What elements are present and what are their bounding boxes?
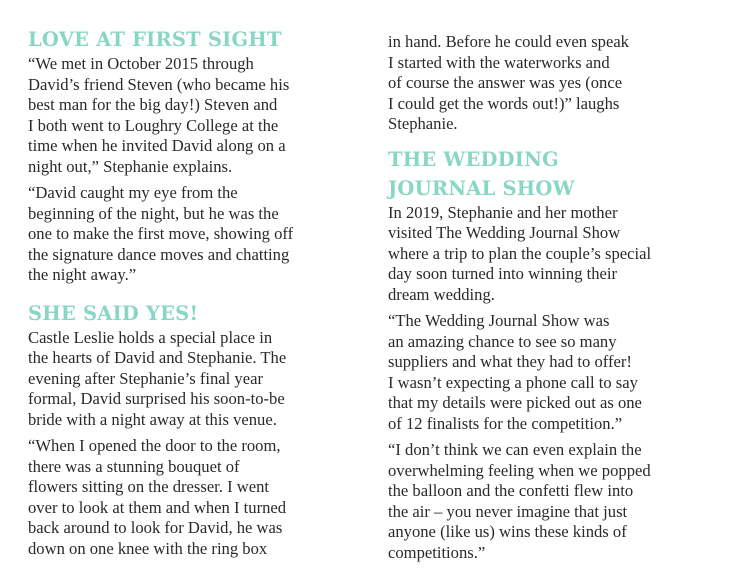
heading-line: JOURNAL SHOW <box>388 176 575 200</box>
text-line: time when he invited David along on a <box>28 136 286 155</box>
text-line: “The Wedding Journal Show was <box>388 311 610 330</box>
text-line: flowers sitting on the dresser. I went <box>28 477 270 496</box>
text-line: bride with a night away at this venue. <box>28 409 277 429</box>
heading-line: THE WEDDING <box>388 147 559 171</box>
heading-wedding-journal-show <box>388 145 728 203</box>
text-line: I both went to Loughry College at the <box>28 115 279 135</box>
paragraph-we-met <box>28 54 366 177</box>
text-line: suppliers and what they had to offer! <box>388 352 632 371</box>
text-line: the night away.” <box>28 265 137 284</box>
text-line: I could get the words out!)” laughs <box>388 93 620 113</box>
text-line: in hand. Before he could even speak <box>388 32 629 51</box>
heading-she-said-yes: SHE SAID YES! <box>28 301 199 325</box>
text-line: Stephanie. <box>388 114 458 133</box>
text-line: the signature dance moves and chatting <box>28 244 290 264</box>
text-line: best man for the big day!) Steven and <box>28 95 278 114</box>
text-line: of course the answer was yes (once <box>388 73 623 92</box>
text-line: “I don’t think we can even explain the <box>388 440 642 459</box>
text-line: that my details were picked out as one <box>388 393 642 412</box>
text-line: In 2019, Stephanie and her mother <box>388 202 618 222</box>
text-line: David’s friend Steven (who became his <box>28 74 290 94</box>
text-line: of 12 finalists for the competition.” <box>388 413 623 433</box>
text-line: the air – you never imagine that just <box>388 501 628 521</box>
text-line: the hearts of David and Stephanie. The <box>28 348 287 367</box>
text-line: an amazing chance to see so many <box>388 331 617 351</box>
text-line: one to make the first move, showing off <box>28 224 294 243</box>
heading-love-at-first-sight: LOVE AT FIRST SIGHT <box>28 28 282 51</box>
text-line: overwhelming feeling when we popped <box>388 460 651 480</box>
paragraph-amazing-chance <box>388 311 728 434</box>
left-column <box>28 25 366 559</box>
text-line: competitions.” <box>388 542 486 562</box>
text-line: I wasn’t expecting a phone call to say <box>388 372 638 392</box>
paragraph-in-2019 <box>388 203 728 306</box>
right-column <box>388 32 728 563</box>
text-line: I started with the waterworks and <box>388 52 610 72</box>
text-line: over to look at them and when I turned <box>28 497 287 517</box>
text-line: there was a stunning bouquet of <box>28 456 240 476</box>
text-line: anyone (like us) wins these kinds of <box>388 522 627 541</box>
text-line: “We met in October 2015 through <box>28 54 254 73</box>
text-line: where a trip to plan the couple’s special <box>388 243 652 263</box>
text-line: formal, David surprised his soon-to-be <box>28 389 285 408</box>
text-line: back around to look for David, he was <box>28 518 283 537</box>
text-line: evening after Stephanie’s final year <box>28 368 263 388</box>
text-line: “David caught my eye from the <box>28 183 238 202</box>
text-line: beginning of the night, but he was the <box>28 203 279 223</box>
text-line: dream wedding. <box>388 284 495 304</box>
paragraph-opened-the-door <box>28 436 366 559</box>
text-line: visited The Wedding Journal Show <box>388 223 621 242</box>
paragraph-continued-in-hand <box>388 32 728 135</box>
text-line: Castle Leslie holds a special place in <box>28 327 273 347</box>
paragraph-castle-leslie <box>28 328 366 431</box>
paragraph-caught-my-eye <box>28 183 366 286</box>
text-line: the balloon and the confetti flew into <box>388 481 634 500</box>
text-line: down on one knee with the ring box <box>28 538 268 558</box>
text-line: “When I opened the door to the room, <box>28 436 281 455</box>
text-line: night out,” Stephanie explains. <box>28 156 233 176</box>
text-line: day soon turned into winning their <box>388 264 618 283</box>
paragraph-overwhelming-feeling <box>388 440 728 563</box>
